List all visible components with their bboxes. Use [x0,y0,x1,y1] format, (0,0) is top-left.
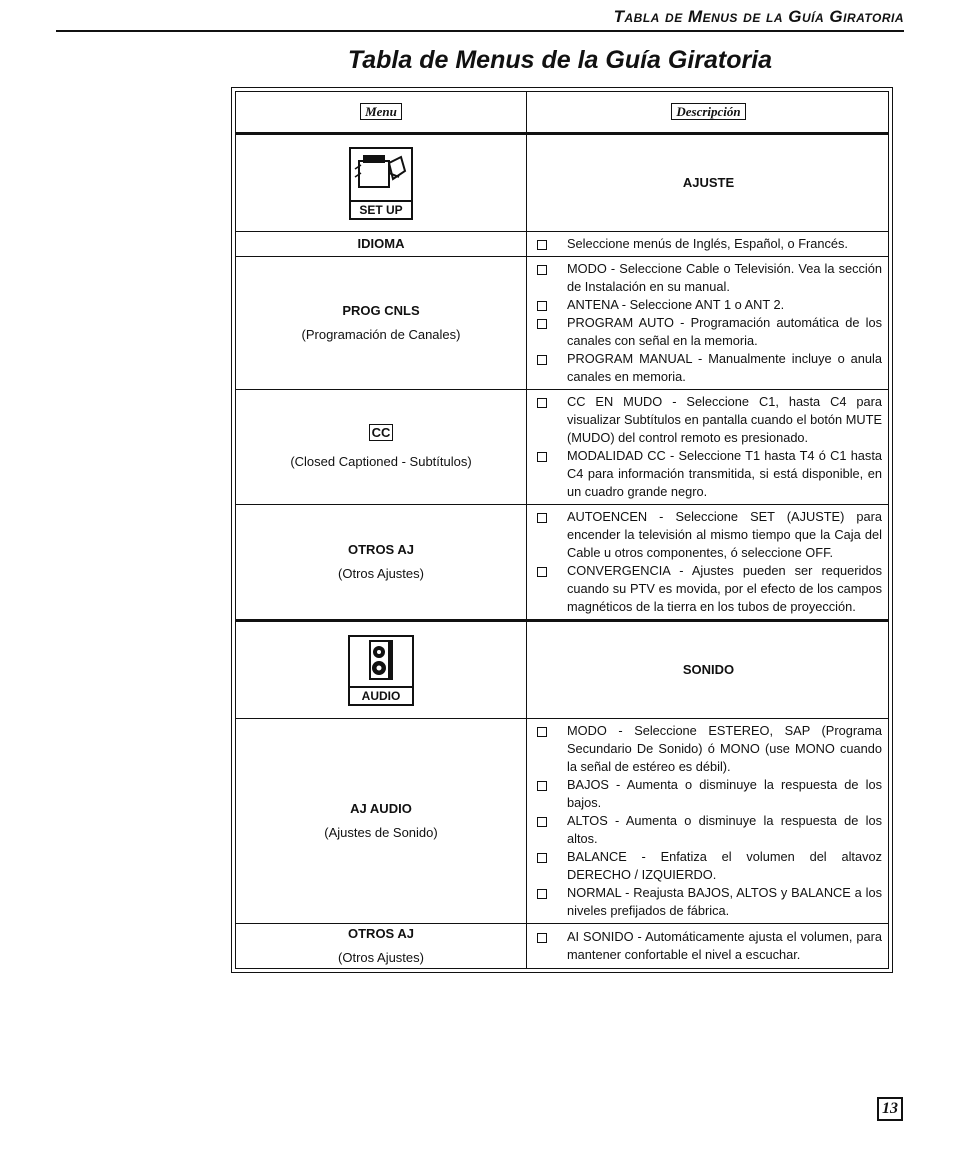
item-text: NORMAL - Reajusta BAJOS, ALTOS y BALANCE a los niveles prefijados de fábrica. [567,885,882,918]
cc-cell [236,390,527,505]
otros-audio-name: OTROS AJ [348,926,414,941]
setup-title-cell [527,134,889,232]
setup-icon-cell [236,134,527,232]
checkbox-bullet-icon [537,817,547,827]
prog-cell [236,257,527,390]
otros-cell [236,505,527,621]
audio-icon [348,635,414,706]
section-setup [236,134,889,232]
audio-icon-cell [236,621,527,719]
checkbox-bullet-icon [537,452,547,462]
checkbox-bullet-icon [537,933,547,943]
menu-table [231,87,893,973]
item-text: CC EN MUDO - Seleccione C1, hasta C4 para visualizar Subtítulos en pantalla cuando el botón MUTE (MUDO) del control remoto es presionado. [567,394,882,445]
item-text: Seleccione menús de Inglés, Español, o Francés. [567,236,848,251]
header-menu-label: Menu [360,103,402,120]
header-menu [236,92,527,134]
checkbox-bullet-icon [537,355,547,365]
item-text: BALANCE - Enfatiza el volumen del altavoz DERECHO / IZQUIERDO. [567,849,882,882]
item-text: MODALIDAD CC - Seleccione T1 hasta T4 ó C1 hasta C4 para información transmitida, si está disponible, en un cuadro grande negro. [567,448,882,499]
list-item [535,393,882,447]
running-head-text: Tabla de Menus de la Guía Giratoria [613,7,904,26]
page-title: Tabla de Menus de la Guía Giratoria [347,46,773,74]
running-head [56,6,904,32]
item-text: MODO - Seleccione ESTEREO, SAP (Programa Secundario De Sonido) ó MONO (use MONO cuando la señal de estéreo es débil). [567,723,882,774]
otros-audio-desc [527,924,889,969]
list-item [535,508,882,562]
otros-sub: (Otros Ajustes) [338,566,424,581]
page-number: 13 [877,1097,903,1121]
item-text: ALTOS - Aumenta o disminuye la respuesta de los altos. [567,813,882,846]
otros-desc [527,505,889,621]
prog-name: PROG CNLS [342,303,420,318]
checkbox-bullet-icon [537,781,547,791]
list-item [535,235,882,253]
list-item [535,260,882,296]
list-item [535,350,882,386]
list-item [535,314,882,350]
idioma-desc [527,232,889,257]
aj-audio-sub: (Ajustes de Sonido) [324,825,438,840]
audio-section-title: SONIDO [682,662,735,677]
list-item [535,722,882,776]
checkbox-bullet-icon [537,727,547,737]
checkbox-bullet-icon [537,398,547,408]
toolbox-icon [351,149,411,195]
prog-desc [527,257,889,390]
checkbox-bullet-icon [537,853,547,863]
checkbox-bullet-icon [537,240,547,250]
list-item [535,928,882,964]
setup-icon [349,147,413,220]
item-text: PROGRAM AUTO - Programación automática de los canales con señal en la memoria. [567,315,882,348]
list-item [535,884,882,920]
list-item [535,776,882,812]
aj-audio-desc [527,719,889,924]
list-item [535,562,882,616]
audio-icon-label: AUDIO [350,686,412,704]
checkbox-bullet-icon [537,301,547,311]
row-idioma [236,232,889,257]
header-description [527,92,889,134]
audio-title-cell [527,621,889,719]
setup-section-title: AJUSTE [682,175,735,190]
list-item [535,447,882,501]
list-item [535,296,882,314]
section-audio [236,621,889,719]
item-text: ANTENA - Seleccione ANT 1 o ANT 2. [567,297,785,312]
row-prog-cnls [236,257,889,390]
checkbox-bullet-icon [537,889,547,899]
otros-audio-sub: (Otros Ajustes) [338,950,424,965]
cc-icon: CC [369,424,394,441]
idioma-cell [236,232,527,257]
setup-icon-label: SET UP [351,200,411,218]
list-item [535,848,882,884]
item-text: AUTOENCEN - Seleccione SET (AJUSTE) para encender la televisión al mismo tiempo que la Caja del Cable u otros componentes, ó seleccione OFF. [567,509,882,560]
idioma-name: IDIOMA [357,236,405,251]
item-text: AI SONIDO - Automáticamente ajusta el volumen, para mantener confortable el nivel a escuchar. [567,929,882,962]
prog-sub: (Programación de Canales) [301,327,461,342]
table-header-row [236,92,889,134]
speaker-icon [350,637,412,681]
cc-desc [527,390,889,505]
checkbox-bullet-icon [537,265,547,275]
item-text: PROGRAM MANUAL - Manualmente incluye o anula canales en memoria. [567,351,882,384]
row-aj-audio [236,719,889,924]
row-otros-aj [236,505,889,621]
otros-audio-cell [236,924,527,969]
item-text: CONVERGENCIA - Ajustes pueden ser requeridos cuando su PTV es movida, por el efecto de los campos magnéticos de la tierra en los tubos de proyección. [567,563,882,614]
checkbox-bullet-icon [537,319,547,329]
checkbox-bullet-icon [537,513,547,523]
cc-sub: (Closed Captioned - Subtítulos) [290,453,472,469]
aj-audio-name: AJ AUDIO [350,801,412,816]
header-description-label: Descripción [671,103,745,120]
aj-audio-cell [236,719,527,924]
item-text: BAJOS - Aumenta o disminuye la respuesta de los bajos. [567,777,882,810]
item-text: MODO - Seleccione Cable o Televisión. Vea la sección de Instalación en su manual. [567,261,882,294]
list-item [535,812,882,848]
otros-name: OTROS AJ [348,542,414,557]
checkbox-bullet-icon [537,567,547,577]
row-otros-aj-audio [236,924,889,969]
row-cc [236,390,889,505]
